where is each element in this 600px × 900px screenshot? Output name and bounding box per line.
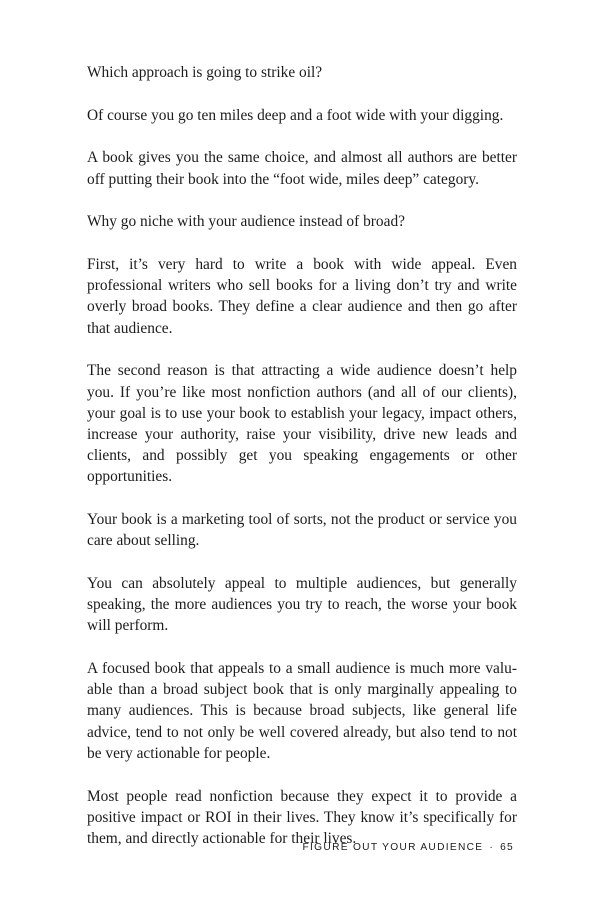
paragraph: Why go niche with your audience instead of broad? [87,213,405,231]
paragraph: You can absolutely appeal to multiple audiences, but generally speaking, the more audiences you try to reach, the worse your book will perform. [87,574,517,635]
paragraph: Which approach is going to strike oil? [87,64,323,81]
paragraph: A focused book that appeals to a small audience is much more valuable than a broad subject book that is only marginally appealing to many audiences. This is because broad subjects, like general life advice, tend to not only be well covered already, but also tend to not be very actionable for people. [87,660,517,762]
paragraph: A book gives you the same choice, and almost all authors are better off putting their book into the “foot wide, miles deep” category. [87,149,517,188]
paragraph: Most people read nonfiction because they expect it to provide a positive impact or ROI in their lives. They know it’s specifically for them, and directly actionable for their lives. [87,787,517,847]
page-number: 65 [500,842,514,853]
paragraph: First, it’s very hard to write a book with wide appeal. Even professional writers who sell books for a living don’t try and write overly broad books. They define a clear audience and then go after that audience. [87,256,517,337]
body-text [87,62,517,871]
page-footer [303,842,514,853]
running-head: FIGURE OUT YOUR AUDIENCE [302,842,484,853]
paragraph: Of course you go ten miles deep and a foot wide with your digging. [87,106,504,124]
paragraph: Your book is a marketing tool of sorts, not the product or service you care about selling. [87,511,517,550]
footer-separator: · [489,842,495,853]
paragraph: The second reason is that attracting a wide audience doesn’t help you. If you’re like most nonfiction authors (and all of our clients), your goal is to use your book to establish your legacy, impact others, increase your authority, raise your visibility, drive new leads and clients, and possibly get you speaking engagements or other opportunities. [87,362,517,486]
